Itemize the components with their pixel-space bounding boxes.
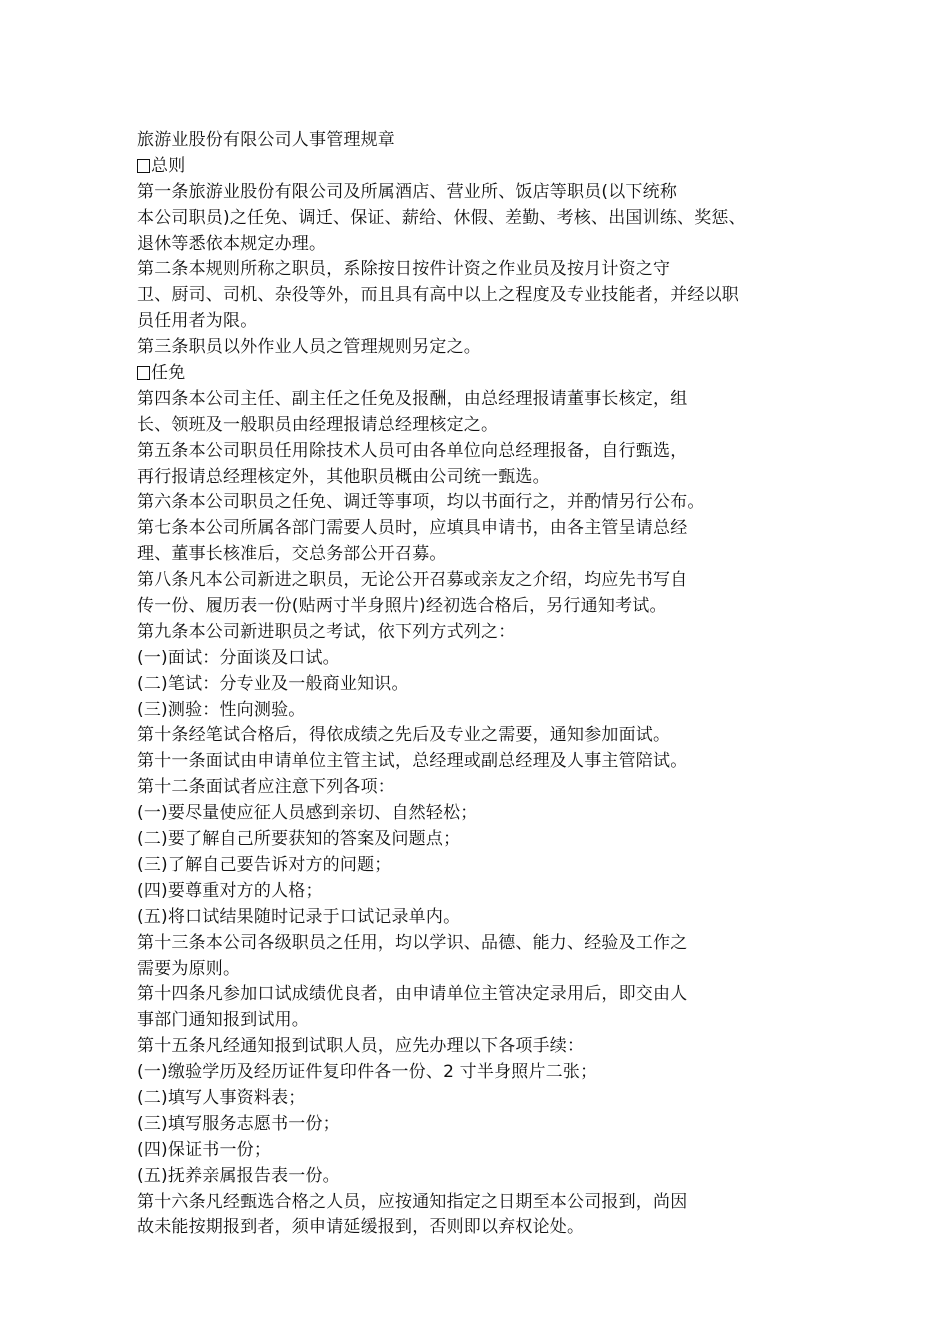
text-line: 退休等悉依本规定办理。 bbox=[137, 233, 327, 254]
text-line: 第五条本公司职员任用除技术人员可由各单位向总经理报备，自行甄选， bbox=[137, 440, 688, 461]
text-line: 第六条本公司职员之任免、调迁等事项，均以书面行之，并酌情另行公布。 bbox=[137, 492, 705, 513]
text-line: 故未能按期报到者，须申请延缓报到，否则即以弃权论处。 bbox=[137, 1217, 585, 1238]
list-item: (三)了解自己要告诉对方的问题； bbox=[137, 854, 392, 875]
list-item: (二)笔试：分专业及一般商业知识。 bbox=[137, 673, 409, 694]
text-line: 长、领班及一般职员由经理报请总经理核定之。 bbox=[137, 414, 499, 435]
text-line: 理、董事长核准后，交总务部公开召募。 bbox=[137, 544, 447, 565]
document-title: 旅游业股份有限公司人事管理规章 bbox=[137, 130, 395, 150]
checkbox-square-icon bbox=[137, 159, 150, 173]
text-line: 第十一条面试由申请单位主管主试，总经理或副总经理及人事主管陪试。 bbox=[137, 751, 688, 772]
text-line: 事部门通知报到试用。 bbox=[137, 1010, 309, 1031]
text-line: 第十六条凡经甄选合格之人员，应按通知指定之日期至本公司报到，尚因 bbox=[137, 1191, 688, 1212]
text-line: 传一份、履历表一份(贴两寸半身照片)经初选合格后，另行通知考试。 bbox=[137, 596, 667, 617]
text-line: 再行报请总经理核定外，其他职员概由公司统一甄选。 bbox=[137, 466, 550, 487]
text-line: 第十五条凡经通知报到试职人员，应先办理以下各项手续： bbox=[137, 1036, 585, 1057]
list-item: (一)要尽量使应征人员感到亲切、自然轻松； bbox=[137, 803, 478, 824]
list-item: (三)填写服务志愿书一份； bbox=[137, 1113, 340, 1134]
section-heading bbox=[137, 154, 837, 180]
text-line: 第一条旅游业股份有限公司及所属酒店、营业所、饭店等职员(以下统称 bbox=[137, 181, 678, 202]
list-item: (四)要尊重对方的人格； bbox=[137, 880, 323, 901]
list-item: (二)填写人事资料表； bbox=[137, 1087, 306, 1108]
text-line: 第七条本公司所属各部门需要人员时，应填具申请书，由各主管呈请总经 bbox=[137, 518, 688, 539]
section-heading-text: 任免 bbox=[151, 363, 186, 384]
text-line: 第三条职员以外作业人员之管理规则另定之。 bbox=[137, 337, 481, 358]
text-line: 第十四条凡参加口试成绩优良者，由申请单位主管决定录用后，即交由人 bbox=[137, 984, 688, 1005]
text-line: 本公司职员)之任免、调迁、保证、薪给、休假、差勤、考核、出国训练、奖惩、 bbox=[137, 207, 746, 228]
text-line: 第四条本公司主任、副主任之任免及报酬，由总经理报请董事长核定，组 bbox=[137, 388, 688, 409]
text-line: 第九条本公司新进职员之考试，依下列方式列之： bbox=[137, 621, 516, 642]
section-heading-text: 总则 bbox=[151, 155, 186, 176]
text-line: 卫、厨司、司机、杂役等外，而且具有高中以上之程度及专业技能者，并经以职 bbox=[137, 285, 739, 306]
checkbox-square-icon bbox=[137, 366, 150, 380]
text-line: 第十三条本公司各级职员之任用，均以学识、品德、能力、经验及工作之 bbox=[137, 932, 688, 953]
text-line: 需要为原则。 bbox=[137, 958, 241, 979]
list-item: (四)保证书一份； bbox=[137, 1139, 272, 1160]
section-heading bbox=[137, 361, 837, 387]
text-line: 第十二条面试者应注意下列各项： bbox=[137, 777, 395, 798]
text-line: 第八条凡本公司新进之职员，无论公开召募或亲友之介绍，均应先书写自 bbox=[137, 570, 688, 591]
list-item: (三)测验：性向测验。 bbox=[137, 699, 306, 720]
text-line: 第二条本规则所称之职员，系除按日按件计资之作业员及按月计资之守 bbox=[137, 259, 671, 280]
list-item: (五)将口试结果随时记录于口试记录单内。 bbox=[137, 906, 461, 927]
text-line: 员任用者为限。 bbox=[137, 311, 258, 332]
list-item: (五)抚养亲属报告表一份。 bbox=[137, 1165, 340, 1186]
list-item: (二)要了解自己所要获知的答案及问题点； bbox=[137, 829, 461, 850]
list-item: (一)面试：分面谈及口试。 bbox=[137, 647, 340, 668]
document-page bbox=[137, 128, 837, 1241]
list-item: (一)缴验学历及经历证件复印件各一份、2 寸半身照片二张； bbox=[137, 1062, 598, 1083]
text-line: 第十条经笔试合格后，得依成绩之先后及专业之需要，通知参加面试。 bbox=[137, 725, 671, 746]
